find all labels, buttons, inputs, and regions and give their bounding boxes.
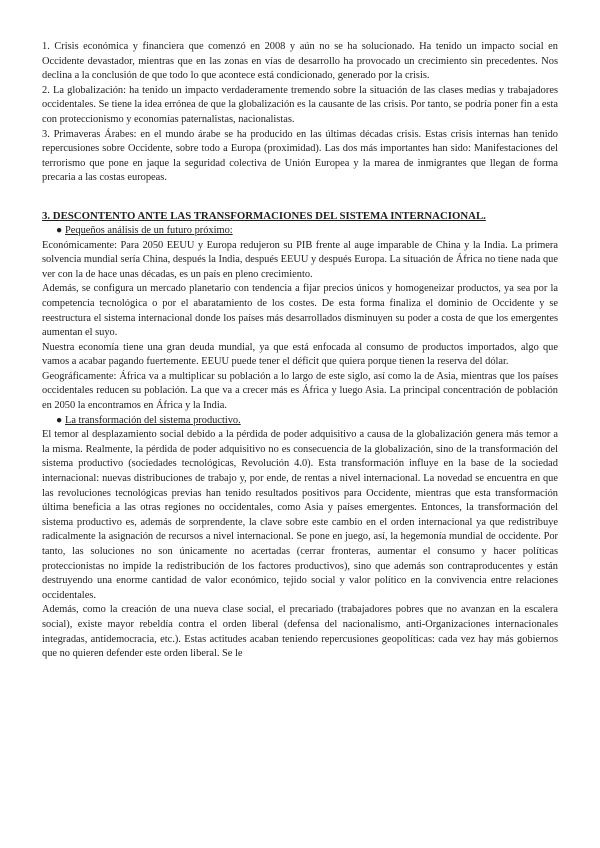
paragraph: Económicamente: Para 2050 EEUU y Europa redujeron su PIB frente al auge imparable de China y la India. La primera solvencia mundial sería China, después la India, después EEUU y después Europa. La situación de África no tiene nada que ver con la de hace unas décadas, es un país en pleno crecimiento.	[42, 239, 558, 280]
numbered-item-3: 3. Primaveras Árabes: en el mundo árabe se ha producido en las últimas décadas crisis. Estas crisis internas han tenido repercusiones sobre Occidente, sobre todo a Europa (proximidad). Las dos más importantes han sido: Manifestaciones del terrorismo que pone en jaque la seguridad colectiva de Unión Europea y la marea de inmigrantes que llegan de forma precaria a las costas europeas.	[42, 128, 558, 184]
section-heading: 3. DESCONTENTO ANTE LAS TRANSFORMACIONES DEL SISTEMA INTERNACIONAL.	[42, 209, 486, 222]
bullet-dot-icon: ●	[56, 414, 63, 426]
paragraph: Además, como la creación de una nueva clase social, el precariado (trabajadores pobres que no avanzan en la escalera social), existe mayor rebeldía contra el orden liberal (defensa del nacionalismo, anti-Organizaciones internacionales integradas, antidemocracia, etc.). Estas actitudes acaban teniendo repercusiones geopolíticas: cada vez hay más gobiernos que no quieren defender este orden liberal. Se le	[42, 604, 558, 660]
paragraph: Además, se configura un mercado planetario con tendencia a fijar precios únicos y homogeneizar productos, ya sea por la competencia tecnológica o por el abaratamiento de los costes. De esta forma finaliza el dominio de Occidente y se reestructura el sistema internacional donde los países más desarrollados disminuyen su poder a costa de que los emergentes aumentan el suyo.	[42, 283, 558, 339]
paragraph: El temor al desplazamiento social debido a la pérdida de poder adquisitivo a causa de la globalización genera más temor a la misma. Realmente, la pérdida de poder adquisitivo no es consecuencia de la globalización, sino de la transformación del sistema productivo (sociedades tecnológicas, Revolución 4.0). Esta transformación influye en la base de la sociedad internacional: nuevas distribuciones de trabajo y, por ende, de rentas a nivel internacional. La novedad se encuentra en que las revoluciones tecnológicas previas han tenido resultados positivos para Occidente, mientras que esta transformación última beneficia a las otras regiones no occidentales, como Asia y países emergentes. Entonces, la transformación del sistema productivo es, además de sorprendente, la clave sobre este cambio en el orden internacional ya que redistribuye radicalmente la asignación de recursos a nivel internacional. Se pone en juego, así, la hegemonía mundial de occidente. Por tanto, las soluciones no son únicamente no acertadas (cerrar fronteras, aumentar el consumo y hacer políticas proteccionistas no impide la redistribución de los factores productivos), sino que además son contraproducentes y están destruyendo una enorme cantidad de valor económico, tejido social y valor político en la convivencia entre relaciones occidentales.	[42, 429, 558, 601]
numbered-item-1: 1. Crisis económica y financiera que comenzó en 2008 y aún no se ha solucionado. Ha tenido un impacto social en Occidente devastador, mientras que en las zonas en vías de desarrollo ha provocado un crecimiento sin precedentes. Nos declina a la conclusión de que todo lo que acontece está condicionado, generado por la crisis.	[42, 41, 558, 82]
bullet-dot-icon: ●	[56, 224, 63, 236]
paragraph: Nuestra economía tiene una gran deuda mundial, ya que está enfocada al consumo de productos importados, algo que vamos a acabar pagando fuertemente. EEUU puede tener el déficit que quiera porque tienen la reserva del dólar.	[42, 341, 558, 368]
document-page	[42, 40, 558, 662]
paragraph: Geográficamente: África va a multiplicar su población a lo largo de este siglo, así como la de Asia, mientras que los países occidentales reducen su población. La que va a crecer más es África y luego Asia. La principal concentración de población en 2050 la encontramos en África y la India.	[42, 370, 558, 412]
bullet-item-1: ● Pequeños análisis de un futuro próximo:	[42, 224, 558, 239]
numbered-item-2: 2. La globalización: ha tenido un impacto verdaderamente tremendo sobre la situación de las clases medias y trabajadores occidentales. Se tiene la idea errónea de que la globalización es la causante de las crisis. Por tanto, se podría poner fin a esta con proteccionismo y economías paternalistas, nacionalistas.	[42, 84, 558, 125]
bullet-item-2: ● La transformación del sistema productivo.	[42, 414, 558, 429]
